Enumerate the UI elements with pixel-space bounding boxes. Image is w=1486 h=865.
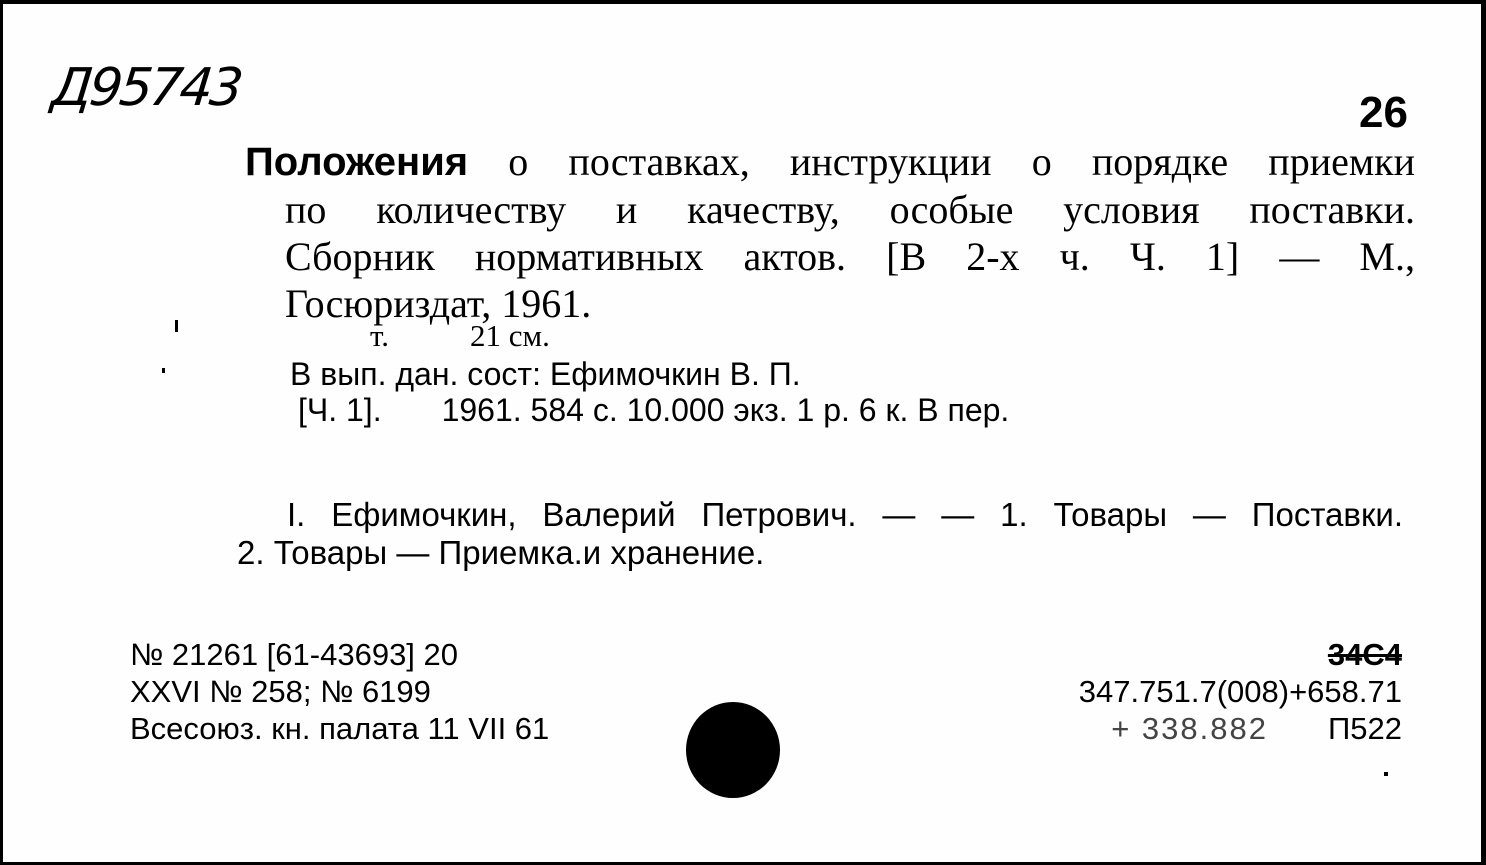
handwritten-id: Д95743	[48, 58, 244, 118]
entry-line-4: Госюриздат, 1961.	[285, 281, 592, 326]
registration-line-3: Всесоюз. кн. палата 11 VII 61	[130, 711, 550, 746]
entry-line-2: по количеству и качеству, особые условия поставки.	[285, 187, 1415, 232]
issue-info: 1961. 584 с. 10.000 экз. 1 р. 6 к. В пер.	[441, 392, 1010, 428]
udc-index: 347.751.7(008)	[1078, 674, 1290, 709]
speck-mark	[175, 320, 178, 332]
compiler-note: В вып. дан. сост: Ефимочкин В. П.	[290, 356, 801, 392]
size: 21 см.	[470, 318, 550, 353]
udc-addition: +658.71	[1289, 674, 1402, 709]
speck-mark	[1384, 772, 1388, 776]
card-number: 26	[1359, 88, 1408, 137]
physical-description	[370, 318, 550, 354]
tracing-line-1: I. Ефимочкин, Валерий Петрович. — — 1. Товары — Поставки.	[287, 496, 1403, 533]
registration-line-1: № 21261 [61-43693] 20	[130, 637, 459, 672]
handwritten-addition: + 338.882	[1111, 711, 1268, 746]
card-edge-left	[0, 0, 3, 865]
title-rest: о поставках, инструкции о порядке приемки	[508, 139, 1416, 184]
card-edge-right	[1481, 0, 1486, 865]
registration-info	[130, 636, 549, 747]
punch-hole	[686, 702, 780, 798]
card-edge-top	[0, 0, 1486, 4]
registration-line-2: XXVI № 258; № 6199	[130, 674, 431, 709]
shelf-mark: П522	[1327, 711, 1402, 746]
volume-abbrev: т.	[370, 318, 389, 353]
bibliographic-entry	[245, 138, 1415, 327]
tracing-line-2: 2. Товары — Приемка.и хранение.	[237, 534, 765, 571]
issue-details	[298, 392, 1009, 429]
speck-mark	[162, 368, 165, 373]
title-line	[245, 138, 1415, 186]
tracings	[237, 496, 1403, 572]
title-bold: Положения	[245, 140, 469, 184]
issue-part: [Ч. 1].	[298, 392, 382, 428]
entry-line-3: Сборник нормативных актов. [В 2-х ч. Ч. 1] — М.,	[285, 234, 1415, 279]
classification-code: 34С4	[1327, 637, 1402, 672]
classification-info	[1079, 636, 1402, 747]
